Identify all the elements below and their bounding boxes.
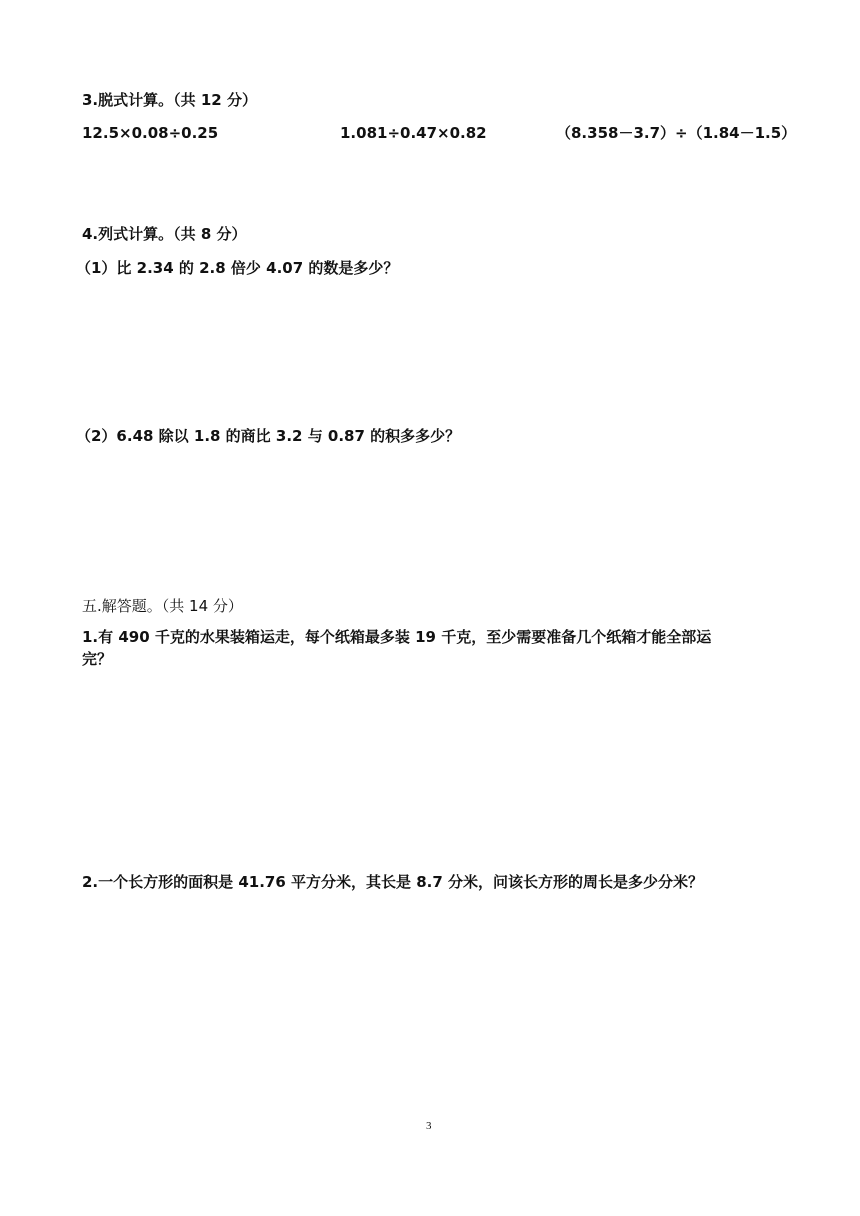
section4-heading: 4.列式计算。（共 8 分）	[82, 225, 247, 243]
section5-question-1-line-2: 完？	[82, 650, 113, 668]
expression-2: 1.081÷0.47×0.82	[340, 124, 487, 142]
section4-question-2: （2）6.48 除以 1.8 的商比 3.2 与 0.87 的积多多少？	[76, 427, 461, 445]
expression-1: 12.5×0.08÷0.25	[82, 124, 219, 142]
page-number: 3	[426, 1120, 432, 1132]
section5-question-1-line-1: 1.有 490 千克的水果装箱运走，每个纸箱最多装 19 千克，至少需要准备几个纸箱才能全部运	[82, 628, 712, 646]
section3-heading: 3.脱式计算。（共 12 分）	[82, 91, 257, 109]
section5-question-2: 2.一个长方形的面积是 41.76 平方分米，其长是 8.7 分米，问该长方形的周长是多少分米？	[82, 873, 704, 891]
section5-heading: 五.解答题。（共 14 分）	[82, 597, 243, 615]
section4-question-1: （1）比 2.34 的 2.8 倍少 4.07 的数是多少？	[76, 259, 399, 277]
expression-3: （8.358－3.7）÷（1.84－1.5）	[556, 124, 797, 142]
